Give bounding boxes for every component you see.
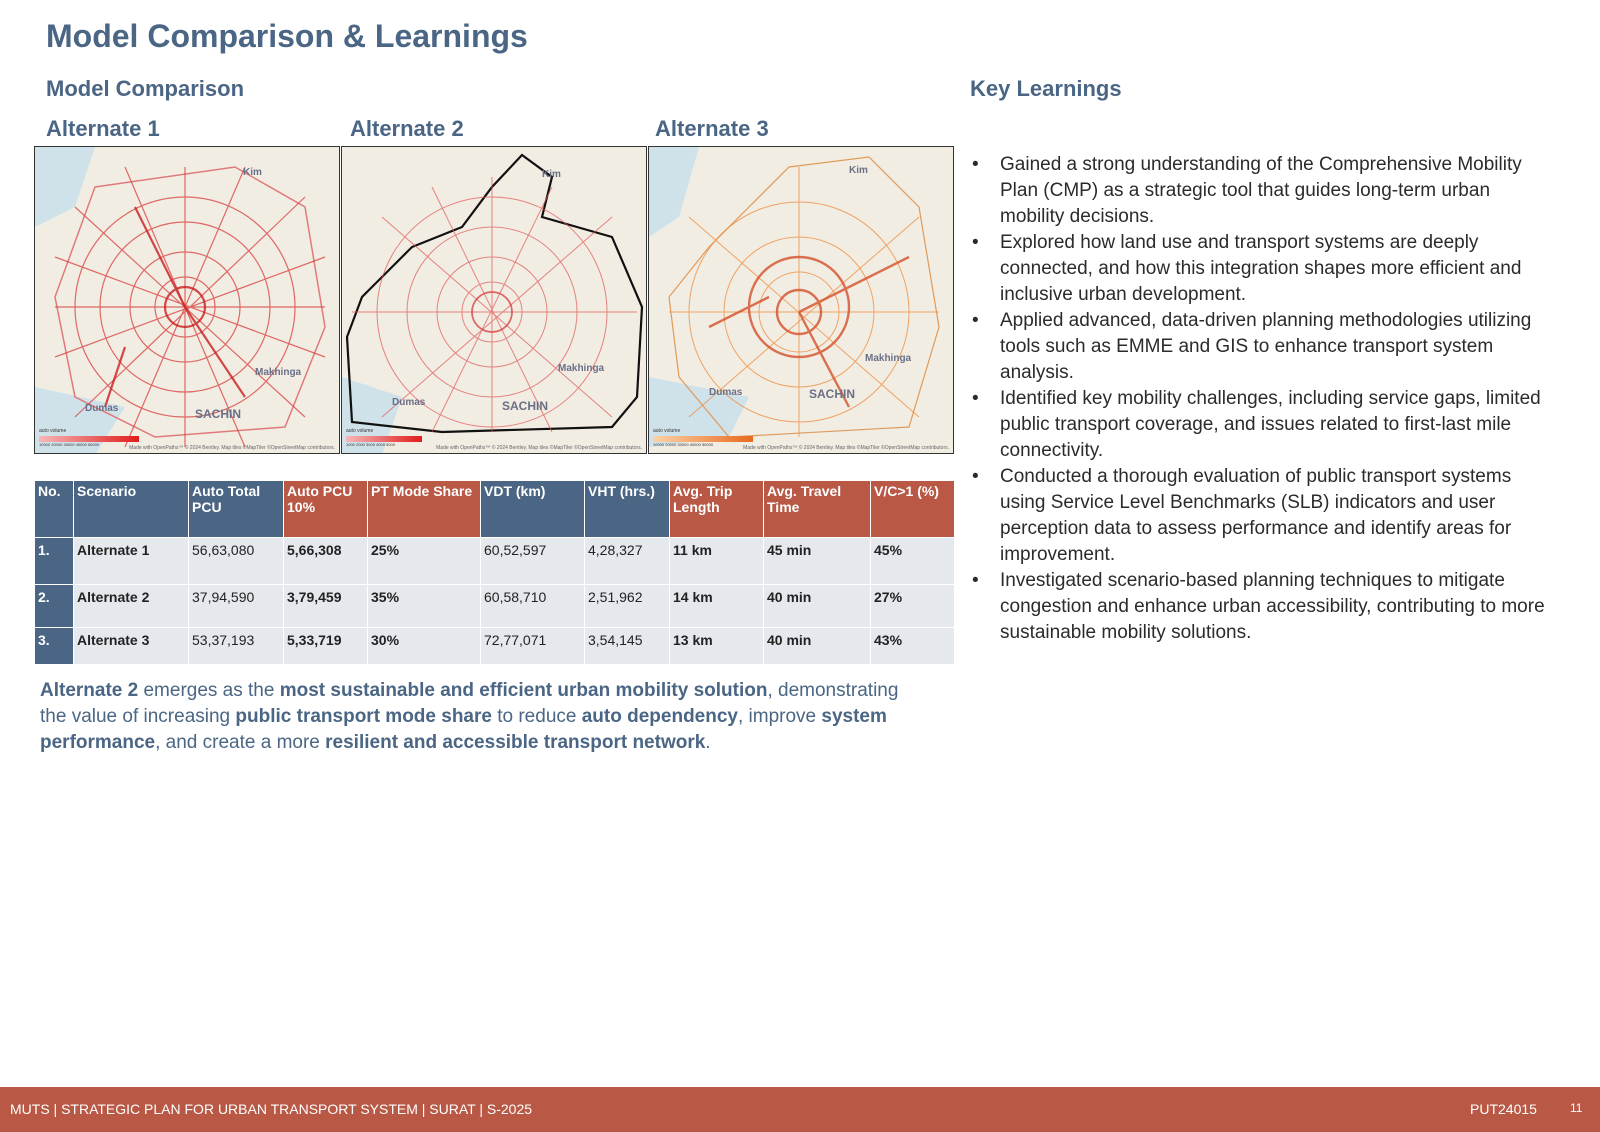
list-item-text: Gained a strong understanding of the Comprehensive Mobility Plan (CMP) as a strategic tool that guides long-term urban mobility decisions.: [1000, 154, 1522, 227]
map-1-label-dumas: Dumas: [85, 403, 119, 414]
key-learnings-list: [968, 152, 1548, 646]
alternate-3-label: Alternate 3: [655, 116, 769, 141]
header-auto-pcu-10: Auto PCU 10%: [284, 481, 368, 538]
cell-vht: 2,51,962: [585, 585, 670, 628]
summary-part: , improve: [737, 706, 822, 727]
cell-pt-mode-share: 30%: [368, 628, 481, 665]
cell-auto-total-pcu: 56,63,080: [189, 538, 284, 585]
cell-vc: 45%: [871, 538, 955, 585]
cell-avg-trip-length: 14 km: [670, 585, 764, 628]
cell-vc: 27%: [871, 585, 955, 628]
summary-part: , demonstrating the value of increasing: [40, 680, 899, 727]
map-2-legend-title: auto volume: [346, 428, 374, 434]
map-3-legend-title: auto volume: [653, 428, 681, 434]
summary-part: public transport mode share: [235, 706, 492, 727]
map-2-label-sachin: SACHIN: [502, 399, 549, 413]
map-2-label-kim: Kim: [542, 169, 561, 180]
header-no: No.: [35, 481, 74, 538]
table-row: [35, 628, 955, 665]
map-3-label-sachin: SACHIN: [809, 387, 856, 401]
cell-avg-trip-length: 13 km: [670, 628, 764, 665]
cell-vdt: 72,77,071: [481, 628, 585, 665]
cell-auto-pcu-10: 3,79,459: [284, 585, 368, 628]
map-3-legend-numbers: 10000 20000 30000 40000 50000: [653, 442, 714, 447]
cell-vdt: 60,58,710: [481, 585, 585, 628]
footer-bar: [0, 1087, 1600, 1132]
cell-no: 2.: [35, 585, 74, 628]
map-3-network: [649, 147, 954, 454]
map-2-credit: Made with OpenPaths™ © 2024 Bentley. Map tiles ©MapTiler ©OpenStreetMap contributors.: [436, 445, 642, 451]
summary-paragraph: [40, 678, 900, 756]
map-2-legend: [346, 428, 422, 447]
bullet-icon: •: [972, 570, 979, 591]
map-1-label-makhinga: Makhinga: [255, 367, 302, 378]
summary-part: .: [705, 732, 711, 753]
header-vht: VHT (hrs.): [585, 481, 670, 538]
cell-pt-mode-share: 25%: [368, 538, 481, 585]
map-1-network: [35, 147, 340, 454]
cell-scenario: Alternate 1: [74, 538, 189, 585]
map-2-network: [342, 147, 647, 454]
bullet-icon: •: [972, 466, 979, 487]
bullet-icon: •: [972, 154, 979, 175]
map-3-label-makhinga: Makhinga: [865, 353, 912, 364]
alternate-2-label: Alternate 2: [350, 116, 464, 141]
summary-part: , and create a more: [155, 732, 326, 753]
page-number: 11: [1570, 1101, 1583, 1115]
summary-part: to reduce: [491, 706, 582, 727]
cell-no: 1.: [35, 538, 74, 585]
list-item: [968, 464, 1548, 568]
alternate-3-map: [648, 146, 954, 454]
list-item-text: Applied advanced, data-driven planning methodologies utilizing tools such as EMME and GIS to enhance transport system analysis.: [1000, 310, 1532, 383]
map-3-credit: Made with OpenPaths™ © 2024 Bentley. Map tiles ©MapTiler ©OpenStreetMap contributors.: [743, 445, 949, 451]
header-vc: V/C>1 (%): [871, 481, 955, 538]
cell-no: 3.: [35, 628, 74, 665]
cell-avg-trip-length: 11 km: [670, 538, 764, 585]
cell-scenario: Alternate 3: [74, 628, 189, 665]
map-3-label-dumas: Dumas: [709, 387, 743, 398]
map-2-label-dumas: Dumas: [392, 397, 426, 408]
map-2-label-makhinga: Makhinga: [558, 363, 605, 374]
list-item: [968, 386, 1548, 464]
map-1-legend-title: auto volume: [39, 428, 67, 434]
list-item-text: Identified key mobility challenges, including service gaps, limited public transport coverage, and issues related to first-last mile connectivity.: [1000, 388, 1541, 461]
footer-text: MUTS | STRATEGIC PLAN FOR URBAN TRANSPORT SYSTEM | SURAT | S-2025: [10, 1101, 533, 1117]
header-avg-trip-length: Avg. Trip Length: [670, 481, 764, 538]
map-1-legend-numbers: 10000 20000 30000 40000 50000: [39, 442, 100, 447]
cell-avg-travel-time: 40 min: [764, 585, 871, 628]
map-3-label-kim: Kim: [849, 165, 868, 176]
key-learnings-heading: Key Learnings: [970, 76, 1122, 101]
header-vdt: VDT (km): [481, 481, 585, 538]
list-item-text: Conducted a thorough evaluation of public transport systems using Service Level Benchmarks (SLB) indicators and user perception data to assess performance and identify areas for improvement.: [1000, 466, 1512, 565]
list-item: [968, 568, 1548, 646]
model-comparison-heading: Model Comparison: [46, 76, 245, 101]
summary-part: system performance: [40, 706, 887, 753]
map-1-label-sachin: SACHIN: [195, 407, 242, 421]
list-item-text: Explored how land use and transport systems are deeply connected, and how this integration shapes more efficient and inclusive urban development.: [1000, 232, 1522, 305]
map-3-legend: [653, 428, 753, 447]
header-pt-mode-share: PT Mode Share: [368, 481, 481, 538]
cell-auto-total-pcu: 53,37,193: [189, 628, 284, 665]
alternate-2-map: [341, 146, 647, 454]
map-1-label-kim: Kim: [243, 167, 262, 178]
alternate-1-label: Alternate 1: [46, 116, 160, 141]
cell-vdt: 60,52,597: [481, 538, 585, 585]
cell-avg-travel-time: 40 min: [764, 628, 871, 665]
cell-vht: 4,28,327: [585, 538, 670, 585]
map-2-legend-numbers: 1000 2000 3000 4000 5000: [346, 442, 395, 447]
bullet-icon: •: [972, 232, 979, 253]
summary-part: resilient and accessible transport network: [325, 732, 706, 753]
list-item: [968, 308, 1548, 386]
bullet-icon: •: [972, 388, 979, 409]
summary-part: Alternate 2: [40, 680, 139, 701]
comparison-table: [34, 480, 955, 665]
table-row: [35, 585, 955, 628]
list-item: [968, 152, 1548, 230]
cell-avg-travel-time: 45 min: [764, 538, 871, 585]
cell-auto-total-pcu: 37,94,590: [189, 585, 284, 628]
footer-code: PUT24015: [1470, 1101, 1537, 1117]
cell-auto-pcu-10: 5,33,719: [284, 628, 368, 665]
list-item-text: Investigated scenario-based planning techniques to mitigate congestion and enhance urban accessibility, contributing to more sustainable mobility solutions.: [1000, 570, 1545, 643]
list-item: [968, 230, 1548, 308]
summary-part: auto dependency: [581, 706, 738, 727]
summary-part: emerges as the: [138, 680, 280, 701]
table-row: [35, 538, 955, 585]
cell-vht: 3,54,145: [585, 628, 670, 665]
header-avg-travel-time: Avg. Travel Time: [764, 481, 871, 538]
cell-pt-mode-share: 35%: [368, 585, 481, 628]
table-header-row: [35, 481, 955, 538]
cell-auto-pcu-10: 5,66,308: [284, 538, 368, 585]
map-1-credit: Made with OpenPaths™ © 2024 Bentley. Map tiles ©MapTiler ©OpenStreetMap contributors.: [129, 445, 335, 451]
alternate-1-map: [34, 146, 340, 454]
cell-vc: 43%: [871, 628, 955, 665]
cell-scenario: Alternate 2: [74, 585, 189, 628]
bullet-icon: •: [972, 310, 979, 331]
map-1-legend: [39, 428, 139, 447]
page-title: Model Comparison & Learnings: [46, 18, 528, 54]
header-scenario: Scenario: [74, 481, 189, 538]
header-auto-total-pcu: Auto Total PCU: [189, 481, 284, 538]
summary-part: most sustainable and efficient urban mobility solution: [279, 680, 768, 701]
